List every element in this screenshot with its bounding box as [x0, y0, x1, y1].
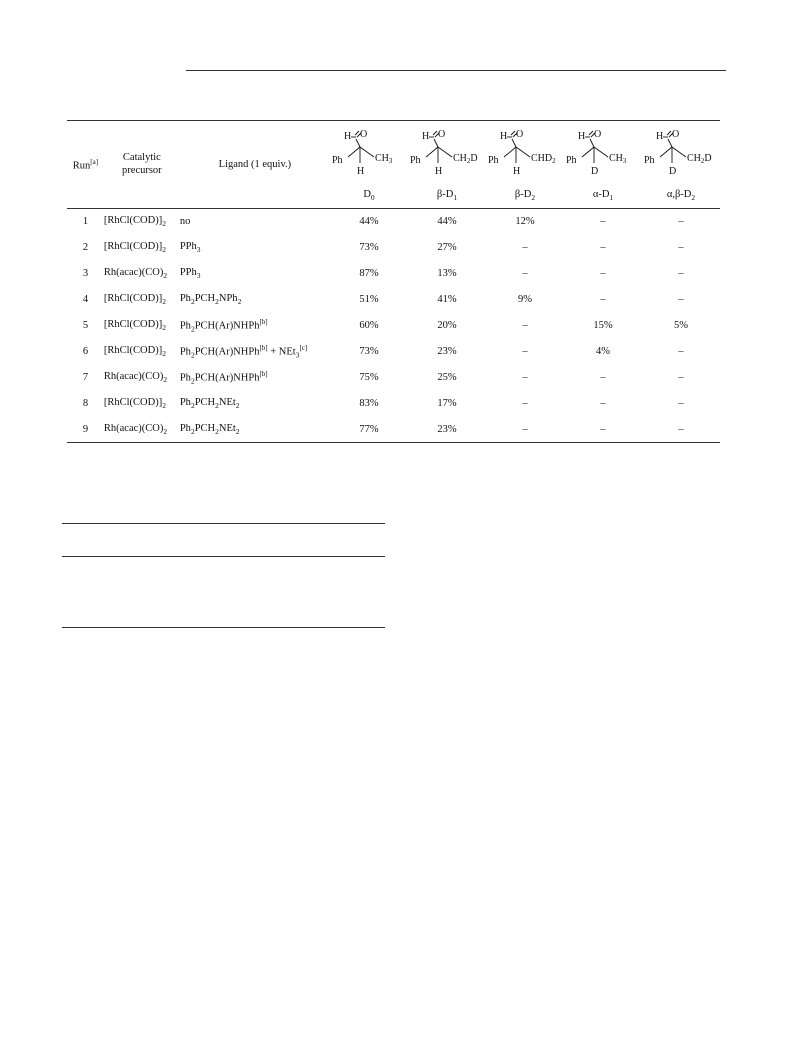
product-label-main-2: β-D — [514, 188, 532, 200]
table-row — [67, 391, 720, 417]
struct-h-aldehyde-4: H — [656, 130, 664, 142]
catalyst-sub: 2 — [162, 401, 166, 411]
structure-0 — [330, 127, 408, 187]
beta-d2-cell: 9% — [518, 294, 532, 305]
catalyst-cell — [104, 235, 180, 261]
struct-o-3: O — [594, 128, 602, 140]
struct-sub-bond-2 — [516, 147, 530, 157]
run-cell: 1 — [82, 216, 89, 228]
structure-4 — [642, 127, 720, 187]
catalyst-main: [RhCl(COD)] — [103, 396, 163, 408]
alpha-d1-cell: – — [600, 294, 606, 305]
catalyst-cell — [104, 339, 180, 365]
product-label-0 — [330, 189, 408, 202]
table-row — [67, 339, 720, 365]
alpha-beta-d2-cell: – — [678, 372, 684, 383]
product-label-sub-4: 2 — [691, 193, 696, 203]
alpha-beta-d2-cell: – — [678, 216, 684, 228]
results-table — [67, 120, 720, 443]
struct-ph-bond-0 — [348, 147, 360, 157]
product-label-sub-2: 2 — [531, 193, 536, 203]
struct-ph-1: Ph — [410, 154, 421, 166]
beta-d1-cell: 27% — [437, 242, 457, 253]
catalyst-sub: 2 — [162, 297, 166, 307]
col-header-alpha-beta-d2 — [642, 121, 720, 209]
product-label-sub-3: 1 — [609, 193, 614, 203]
alpha-d1-cell: – — [564, 417, 642, 443]
struct-ph-4: Ph — [644, 154, 655, 166]
small-table-bottom-rule — [62, 627, 385, 628]
col-header-catalytic — [104, 121, 180, 209]
catalyst-main: [RhCl(COD)] — [103, 292, 163, 304]
alpha-beta-d2-cell: – — [642, 417, 720, 443]
product-label-4 — [642, 189, 720, 202]
beta-d1-cell: 41% — [437, 294, 457, 305]
product-label-main-3: α-D — [592, 188, 610, 200]
product-label-2 — [486, 189, 564, 202]
struct-o-4: O — [672, 128, 680, 140]
beta-d2-cell: – — [522, 268, 528, 279]
structure-1 — [408, 127, 486, 187]
run-cell: 3 — [82, 268, 89, 279]
d0-cell: 73% — [359, 242, 379, 253]
struct-sub2-4: D — [669, 165, 677, 177]
beta-d1-cell: 13% — [437, 268, 457, 279]
struct-sub2-2: H — [513, 165, 521, 177]
struct-o-bond1-0 — [355, 131, 359, 135]
run-cell: 5 — [82, 320, 89, 331]
struct-ph-3: Ph — [566, 154, 577, 166]
beta-d1-cell: 23% — [408, 417, 486, 443]
structure-2 — [486, 127, 564, 187]
table-row — [67, 365, 720, 391]
beta-d2-cell: – — [522, 242, 528, 253]
struct-sub1-3: $CH_3$ — [609, 152, 627, 165]
col-header-beta-d2 — [486, 121, 564, 209]
alpha-d1-cell: – — [600, 242, 606, 253]
catalyst-cell — [104, 365, 180, 391]
struct-o-bond1-4 — [667, 131, 671, 135]
struct-ph-bond-2 — [504, 147, 516, 157]
run-cell: 6 — [82, 346, 89, 357]
catalyst-cell — [104, 209, 180, 235]
struct-ph-2: Ph — [488, 154, 499, 166]
catalyst-cell — [104, 391, 180, 417]
struct-c-bond-0 — [356, 139, 360, 147]
ligand-header-text: Ligand (1 equiv.) — [218, 159, 292, 170]
ligand-cell: $Ph_2PCH(Ar)NHPh[b]$ — [179, 317, 268, 334]
ligand-cell: $Ph_2PCH(Ar)NHPh[b] + NEt_3[c]$ — [179, 343, 308, 360]
small-empty-table — [62, 523, 385, 628]
small-table-top-rule — [62, 523, 385, 524]
table-row — [67, 261, 720, 287]
struct-sub2-1: H — [435, 165, 443, 177]
struct-sub-bond-3 — [594, 147, 608, 157]
struct-sub-bond-4 — [672, 147, 686, 157]
catalyst-main: [RhCl(COD)] — [103, 344, 163, 356]
d0-cell: 51% — [359, 294, 379, 305]
d0-cell: 60% — [359, 320, 379, 331]
alpha-d1-cell: – — [600, 398, 606, 409]
table-body — [67, 209, 720, 443]
catalyst-sub: 2 — [163, 375, 168, 385]
catalyst-cell — [104, 313, 180, 339]
catalyst-sub: 2 — [163, 426, 168, 436]
struct-sub1-2: $CHD_2$ — [531, 152, 556, 165]
product-label-1 — [408, 189, 486, 202]
catalyst-cell — [104, 287, 180, 313]
struct-o-2: O — [516, 128, 524, 140]
alpha-beta-d2-cell: – — [678, 294, 684, 305]
ligand-cell: PPh$_3$ — [179, 266, 201, 281]
table-row — [67, 313, 720, 339]
struct-ph-bond-3 — [582, 147, 594, 157]
structure-3 — [564, 127, 642, 187]
d0-cell: 83% — [359, 398, 379, 409]
struct-c-bond-4 — [668, 139, 672, 147]
struct-c-bond-3 — [590, 139, 594, 147]
table-row — [67, 287, 720, 313]
run-cell: 8 — [82, 398, 89, 409]
struct-h-aldehyde-0: H — [344, 130, 352, 142]
struct-o-bond1-1 — [433, 131, 437, 135]
ligand-cell: PPh$_3$ — [179, 240, 201, 255]
ligand-cell: $Ph_2PCH_2NEt_2$ — [180, 417, 330, 443]
alpha-d1-cell: – — [600, 216, 606, 228]
struct-o-bond1-3 — [589, 131, 593, 135]
struct-sub2-0: H — [357, 165, 365, 177]
product-label-3 — [564, 189, 642, 202]
header-row — [67, 121, 720, 209]
col-header-alpha-d1 — [564, 121, 642, 209]
ligand-cell: no — [179, 216, 191, 228]
catalyst-main: Rh(acac)(CO) — [103, 370, 164, 382]
catalyst-sub: 2 — [162, 245, 166, 255]
run-cell: 7 — [82, 372, 89, 383]
d0-cell: 73% — [359, 346, 379, 357]
col-header-run — [67, 121, 104, 209]
run-cell: 4 — [82, 294, 89, 305]
struct-sub2-3: D — [591, 165, 599, 177]
catalyst-sub: 2 — [162, 349, 166, 359]
beta-d2-cell: – — [486, 417, 564, 443]
beta-d2-cell: – — [522, 398, 528, 409]
struct-sub-bond-0 — [360, 147, 374, 157]
d0-cell: 75% — [359, 372, 379, 383]
struct-h-aldehyde-3: H — [578, 130, 586, 142]
catalyst-main: Rh(acac)(CO) — [103, 266, 164, 278]
struct-ph-0: Ph — [332, 154, 343, 166]
table-row — [67, 235, 720, 261]
product-label-main-1: β-D — [436, 188, 454, 200]
ligand-cell: $Ph_2PCH(Ar)NHPh[b]$ — [179, 369, 268, 386]
alpha-beta-d2-cell: 5% — [674, 320, 688, 331]
catalytic-header-line2: precursor — [122, 164, 162, 176]
product-label-main-0: D — [363, 188, 371, 200]
beta-d2-cell: 12% — [515, 216, 535, 228]
run-header-text: Run — [72, 160, 91, 172]
table-row — [67, 209, 720, 235]
col-header-d0 — [330, 121, 408, 209]
product-label-sub-0: 0 — [370, 193, 375, 203]
small-table-mid-rule — [62, 556, 385, 557]
struct-o-0: O — [360, 128, 368, 140]
catalytic-header-line1: Catalytic — [122, 152, 161, 164]
struct-sub1-1: $CH_2D$ — [453, 152, 478, 165]
alpha-beta-d2-cell: – — [678, 346, 684, 357]
beta-d1-cell: 23% — [437, 346, 457, 357]
struct-ph-bond-1 — [426, 147, 438, 157]
struct-sub1-4: $CH_2D$ — [687, 152, 712, 165]
struct-h-aldehyde-2: H — [500, 130, 508, 142]
beta-d1-cell: 20% — [437, 320, 457, 331]
ligand-cell: $Ph_2PCH_2NPh_2$ — [179, 292, 242, 307]
run-cell: 2 — [82, 242, 89, 253]
struct-c-bond-1 — [434, 139, 438, 147]
catalyst-sub: 2 — [162, 219, 166, 229]
struct-sub1-0: $CH_3$ — [375, 152, 393, 165]
ligand-cell: $Ph_2PCH_2NEt_2$ — [179, 396, 240, 411]
d0-cell: 87% — [359, 268, 379, 279]
struct-h-aldehyde-1: H — [422, 130, 430, 142]
struct-ph-bond-4 — [660, 147, 672, 157]
struct-sub-bond-1 — [438, 147, 452, 157]
col-header-beta-d1 — [408, 121, 486, 209]
catalyst-sub: 2 — [162, 323, 166, 333]
catalyst-sub: 2 — [163, 271, 168, 281]
d0-cell: 44% — [359, 216, 379, 228]
beta-d1-cell: 25% — [437, 372, 457, 383]
struct-o-1: O — [438, 128, 446, 140]
d0-cell: 77% — [330, 417, 408, 443]
struct-c-bond-2 — [512, 139, 516, 147]
alpha-d1-cell: – — [600, 372, 606, 383]
top-rule — [186, 70, 726, 71]
beta-d2-cell: – — [522, 372, 528, 383]
alpha-beta-d2-cell: – — [678, 268, 684, 279]
run-header-note: [a] — [90, 157, 99, 166]
alpha-d1-cell: – — [600, 268, 606, 279]
beta-d1-cell: 44% — [437, 216, 457, 228]
beta-d2-cell: – — [522, 320, 528, 331]
col-header-ligand — [180, 121, 330, 209]
alpha-beta-d2-cell: – — [678, 242, 684, 253]
run-cell: 9 — [67, 417, 104, 443]
alpha-d1-cell: 4% — [596, 346, 610, 357]
alpha-beta-d2-cell: – — [678, 398, 684, 409]
struct-o-bond1-2 — [511, 131, 515, 135]
table-row — [67, 417, 720, 443]
catalyst-cell — [104, 417, 180, 443]
beta-d1-cell: 17% — [437, 398, 457, 409]
catalyst-main: [RhCl(COD)] — [103, 240, 163, 252]
catalyst-main: [RhCl(COD)] — [103, 215, 163, 227]
beta-d2-cell: – — [522, 346, 528, 357]
catalyst-main: Rh(acac)(CO) — [103, 422, 164, 434]
catalyst-main: [RhCl(COD)] — [103, 318, 163, 330]
alpha-d1-cell: 15% — [593, 320, 613, 331]
catalyst-cell — [104, 261, 180, 287]
product-label-sub-1: 1 — [453, 193, 458, 203]
product-label-main-4: α,β-D — [666, 188, 692, 200]
